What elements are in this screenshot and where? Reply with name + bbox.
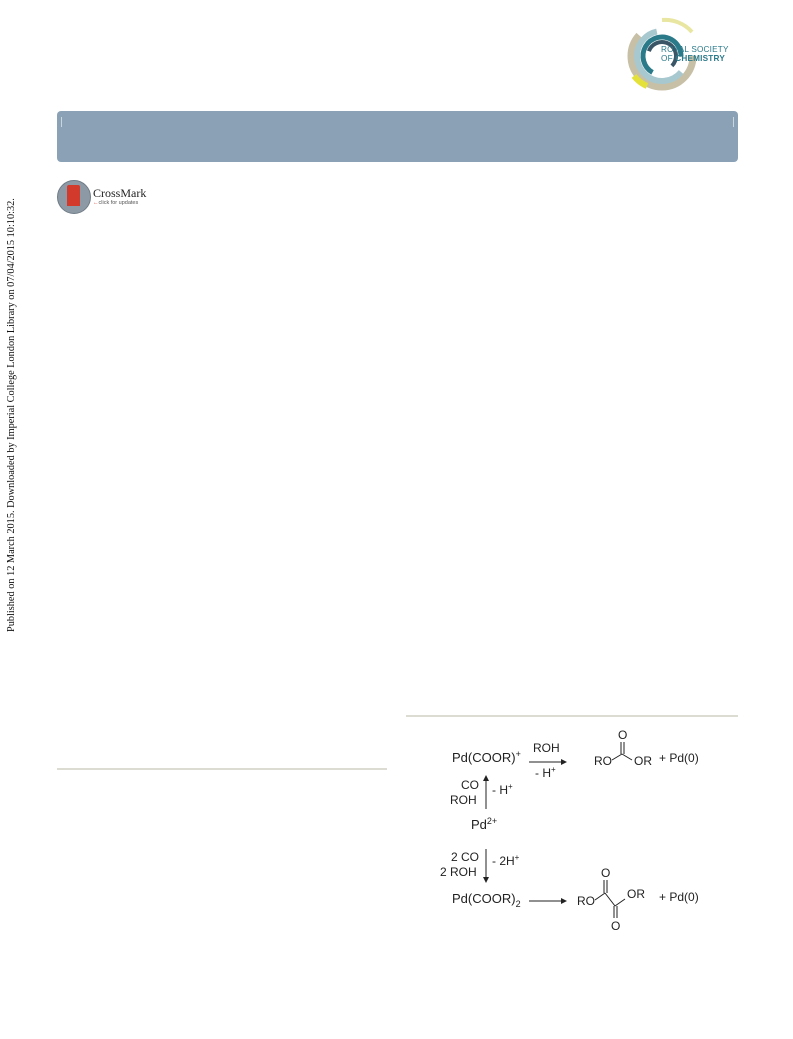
logo-line-2	[661, 54, 729, 63]
oxalate-bond-2	[605, 893, 615, 906]
carbonate-ro: RO	[594, 754, 612, 768]
reaction-scheme	[406, 722, 726, 942]
pd-coor2-label: $Pd(COOR)_2$	[452, 891, 521, 909]
banner-tick-right	[733, 117, 734, 127]
co-reagent: CO	[461, 778, 479, 792]
left-column-rule	[57, 768, 387, 770]
roh-reagent-top: ROH	[533, 741, 560, 755]
crossmark-subtitle-text: click for updates	[98, 200, 139, 206]
publication-note: Published on 12 March 2015. Downloaded by Imperial College London Library on 07/04/2015 10:10:32.	[6, 198, 17, 632]
logo-line-2-prefix: OF	[661, 54, 673, 63]
crossmark-icon	[57, 180, 91, 214]
two-co-reagent: 2 CO	[451, 850, 480, 864]
crossmark-subtitle	[93, 200, 138, 206]
carbonate-o-top: O	[618, 728, 628, 742]
right-column-rule	[406, 715, 738, 717]
crossmark-button[interactable]	[57, 180, 167, 214]
logo-line-1: ROYAL SOCIETY	[661, 45, 729, 54]
oxalate-bond-1	[595, 893, 605, 900]
pd-coor-plus-label: Pd(COOR)+	[452, 749, 521, 765]
crossmark-bookmark-icon	[67, 185, 80, 206]
oxalate-o-top: O	[601, 866, 611, 880]
minus-2h: - 2H+	[492, 853, 520, 868]
minus-h-top: - H+	[535, 765, 556, 780]
pd0-product-2: + Pd(0)	[659, 890, 699, 904]
carbonate-or: OR	[634, 754, 652, 768]
pd2-label: $Pd^{2+}$	[471, 816, 498, 832]
article-header-banner	[57, 111, 738, 162]
carbonate-bond-left	[612, 754, 622, 760]
crossmark-arrow-icon: ←	[93, 200, 99, 206]
oxalate-bond-3	[615, 899, 625, 906]
banner-tick-left	[61, 117, 62, 127]
logo-line-2-main: CHEMISTRY	[675, 54, 725, 63]
two-roh-reagent: 2 ROH	[440, 865, 477, 879]
oxalate-ro: RO	[577, 894, 595, 908]
oxalate-o-bottom: O	[611, 919, 621, 933]
rsc-logo-wordmark	[661, 45, 729, 63]
crossmark-title: CrossMark	[93, 186, 147, 200]
pd0-product-1: + Pd(0)	[659, 751, 699, 765]
oxalate-or: OR	[627, 887, 645, 901]
minus-h-mid: - H+	[492, 782, 513, 797]
roh-reagent-left: ROH	[450, 793, 477, 807]
carbonate-bond-right	[622, 754, 632, 760]
